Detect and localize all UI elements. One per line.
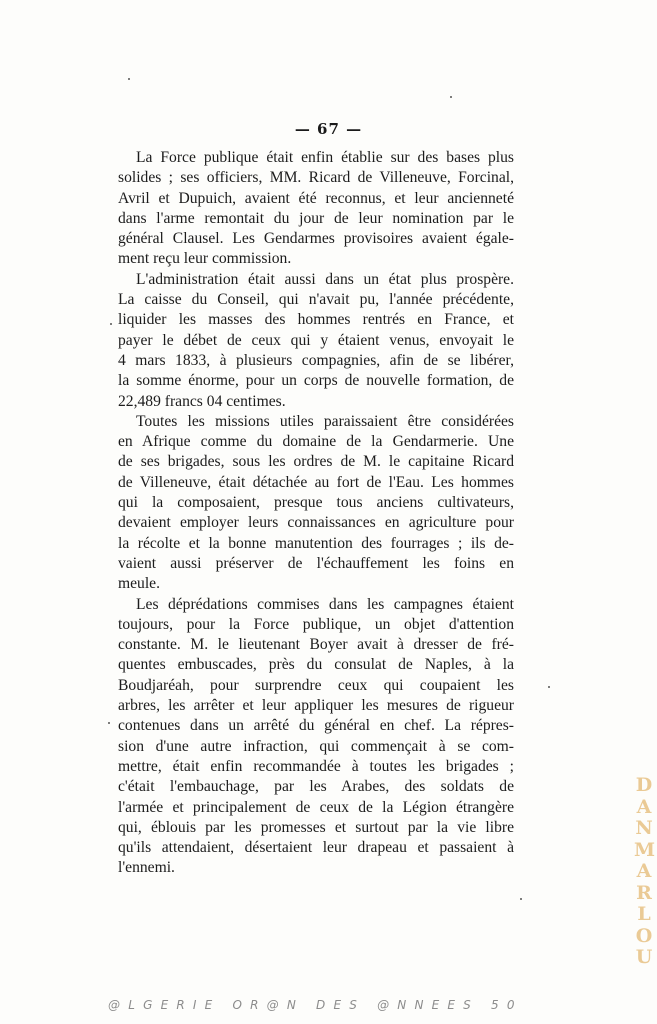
text-line: la somme énorme, pour un corps de nouvelle formation, de	[118, 372, 514, 390]
scan-speck	[520, 898, 522, 900]
text-line: vaient aussi préserver de l'échauffement les foins en	[118, 554, 514, 572]
text-line: ment reçu leur commission.	[118, 250, 292, 268]
text-line: mettre, était enfin recommandée à toutes les brigades ;	[118, 757, 514, 775]
scan-speck	[548, 686, 550, 688]
text-line: en Afrique comme du domaine de la Gendarmerie. Une	[118, 433, 514, 451]
page-number: — 67 —	[294, 120, 363, 138]
text-line: sion d'une autre infraction, qui commençait à se com-	[118, 737, 514, 755]
text-line: solides ; ses officiers, MM. Ricard de Villeneuve, Forcinal,	[118, 169, 514, 187]
body-text	[118, 148, 514, 879]
text-line: La caisse du Conseil, qui n'avait pu, l'année précédente,	[118, 291, 514, 309]
watermark-letter: O	[635, 924, 653, 947]
text-line: qui, éblouis par les promesses et surtout par la vie libre	[118, 818, 514, 836]
text-line: Boudjaréah, pour surprendre ceux qui coupaient les	[118, 676, 514, 694]
watermark-letter: A	[636, 860, 652, 882]
text-line: 4 mars 1833, à plusieurs compagnies, afin de se libérer,	[118, 351, 514, 369]
text-line: l'ennemi.	[118, 859, 175, 877]
text-line: de Villeneuve, était détachée au fort de l'Eau. Les hommes	[118, 473, 514, 491]
text-line: contenues dans un arrêté du général en chef. La répres-	[118, 717, 514, 735]
text-line: général Clausel. Les Gendarmes provisoires avaient égale-	[118, 230, 514, 248]
text-line: payer le débet de ceux qui y étaient venus, envoyait le	[118, 331, 514, 349]
text-line: de ses brigades, sous les ordres de M. le capitaine Ricard	[118, 453, 514, 471]
scan-speck	[450, 96, 452, 98]
text-line: 22,489 francs 04 centimes.	[118, 392, 286, 410]
watermark-letter: A	[636, 795, 652, 818]
watermark-letter: R	[636, 881, 652, 904]
watermark-letter: N	[635, 817, 653, 839]
text-line: Toutes les missions utiles paraissaient être considérées	[136, 412, 514, 430]
watermark-letter: D	[635, 774, 653, 796]
text-line: Avril et Dupuich, avaient été reconnus, et leur ancienneté	[118, 189, 514, 207]
text-line: l'armée et principalement de ceux de la Légion étrangère	[118, 798, 514, 816]
text-line: qui la composaient, presque tous anciens cultivateurs,	[118, 494, 514, 512]
watermark-letter: U	[635, 946, 653, 968]
text-line: arbres, les arrêter et leur appliquer les mesures de rigueur	[118, 697, 514, 715]
watermark-letter: L	[637, 903, 651, 925]
text-line: quentes embuscades, près du consulat de Naples, à la	[118, 656, 514, 674]
vertical-watermark	[634, 775, 654, 969]
text-line: Les déprédations commises dans les campagnes étaient	[136, 595, 514, 613]
text-line: liquider les masses des hommes rentrés en France, et	[118, 311, 514, 329]
scan-speck	[108, 722, 110, 724]
watermark-letter: M	[634, 838, 656, 861]
text-line: qu'ils attendaient, désertaient leur drapeau et passaient à	[118, 839, 514, 857]
scan-speck	[110, 323, 112, 325]
footer-watermark: @LGERIE OR@N DES @NNEES 50	[108, 998, 523, 1012]
text-line: c'était l'embauchage, par les Arabes, des soldats de	[118, 778, 514, 796]
text-line: toujours, pour la Force publique, un objet d'attention	[118, 615, 514, 633]
text-line: constante. M. le lieutenant Boyer avait à dresser de fré-	[118, 636, 514, 654]
scan-speck	[128, 78, 130, 80]
text-line: devaient employer leurs connaissances en agriculture pour	[118, 514, 514, 532]
text-line: dans l'arme remontait du jour de leur nomination par le	[118, 209, 514, 227]
text-line: meule.	[118, 575, 160, 593]
text-line: L'administration était aussi dans un état plus prospère.	[136, 270, 514, 288]
text-line: La Force publique était enfin établie sur des bases plus	[136, 149, 514, 166]
text-line: la récolte et la bonne manutention des fourrages ; ils de-	[118, 534, 514, 552]
